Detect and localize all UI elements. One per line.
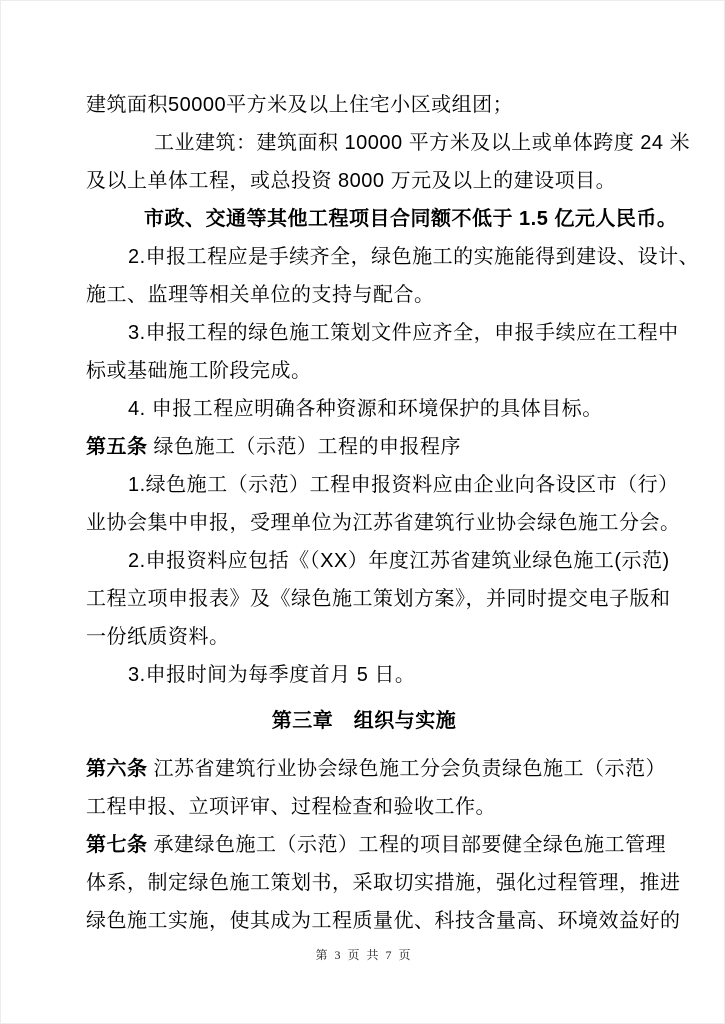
body-line: 3.申报时间为每季度首月 5 日。 (128, 664, 416, 686)
body-line: 2.申报工程应是手续齐全，绿色施工的实施能得到建设、设计、 (128, 246, 700, 268)
body-line: 建筑面积50000平方米及以上住宅小区或组团； (86, 94, 514, 116)
body-line: 4. 申报工程应明确各种资源和环境保护的具体目标。 (128, 398, 603, 420)
body-line: 工程申报、立项评审、过程检查和验收工作。 (86, 796, 496, 818)
body-line: 工程立项申报表》及《绿色施工策划方案》，并同时提交电子版和 (86, 588, 671, 610)
article-number: 第五条 (86, 436, 148, 458)
article-line: 第五条 绿色施工（示范）工程的申报程序 (86, 436, 462, 458)
article-number: 第七条 (86, 834, 148, 856)
body-line: 工业建筑：建筑面积 10000 平方米及以上或单体跨度 24 米 (154, 132, 691, 154)
body-line: 业协会集中申报，受理单位为江苏省建筑行业协会绿色施工分会。 (86, 512, 681, 534)
body-line: 3.申报工程的绿色施工策划文件应齐全，申报手续应在工程中 (128, 322, 679, 344)
page-body (86, 86, 700, 964)
emphasis-line: 市政、交通等其他工程项目合同额不低于 1.5 亿元人民币。 (144, 208, 678, 230)
body-line: 一份纸质资料。 (86, 626, 230, 648)
article-number: 第六条 (86, 758, 148, 780)
body-line: 施工、监理等相关单位的支持与配合。 (86, 284, 435, 306)
body-line: 2.申报资料应包括《（XX）年度江苏省建筑业绿色施工(示范) (128, 550, 670, 572)
chapter-heading: 第三章 组织与实施 (271, 710, 457, 732)
article-line: 第六条 江苏省建筑行业协会绿色施工分会负责绿色施工（示范） (86, 758, 667, 780)
body-line: 1.绿色施工（示范）工程申报资料应由企业向各设区市（行） (128, 474, 679, 496)
body-line: 体系，制定绿色施工策划书，采取切实措施，强化过程管理，推进 (86, 872, 681, 894)
body-line: 绿色施工实施，使其成为工程质量优、科技含量高、环境效益好的 (86, 910, 681, 932)
body-line: 及以上单体工程，或总投资 8000 万元及以上的建设项目。 (86, 170, 617, 192)
body-line: 标或基础施工阶段完成。 (86, 360, 312, 382)
page-footer: 第 3 页 共 7 页 (315, 948, 413, 962)
article-line: 第七条 承建绿色施工（示范）工程的项目部要健全绿色施工管理 (86, 834, 667, 856)
